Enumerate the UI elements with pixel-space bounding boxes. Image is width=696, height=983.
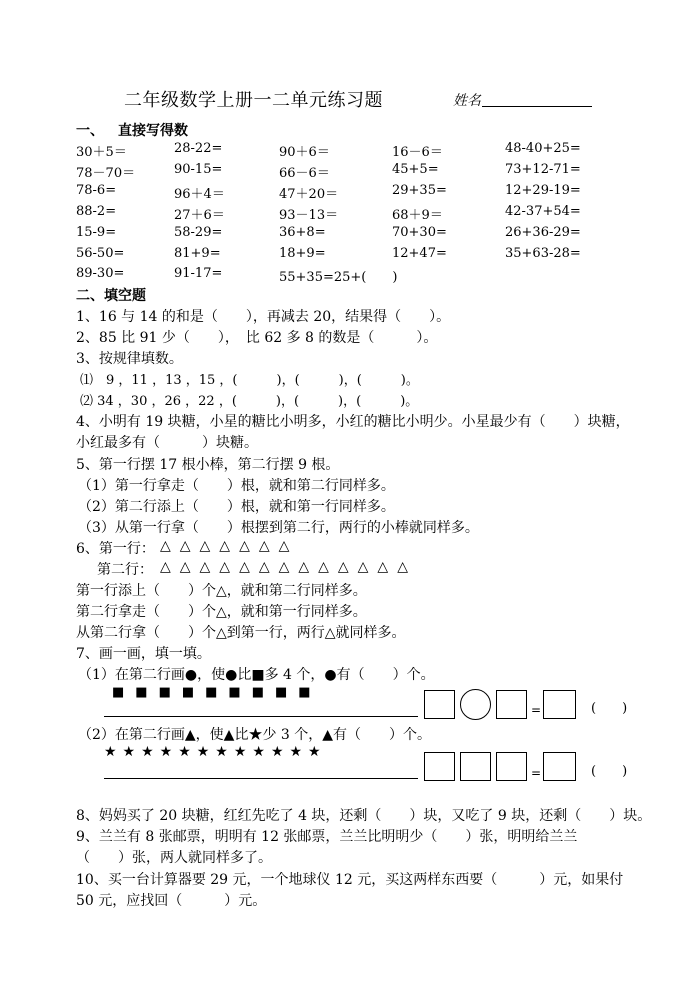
calc-item: 12+29-19=: [505, 183, 581, 198]
calc-item: 81+9=: [174, 246, 221, 261]
calc-item: 90-15=: [174, 162, 223, 177]
question-7-part-1: （1）在第二行画●，使●比■多 4 个，●有（ ）个。: [78, 667, 435, 683]
calc-item: 28-22=: [174, 141, 223, 156]
unit-parentheses[interactable]: ( ): [591, 701, 628, 716]
question-5-part-1: （1）第一行拿走（ ）根，就和第二行同样多。: [78, 478, 395, 494]
question-6-part-1: 第一行添上（ ）个△，就和第二行同样多。: [76, 583, 367, 599]
unit-parentheses[interactable]: ( ): [591, 764, 628, 779]
calc-item: 90＋6＝: [279, 145, 330, 160]
operator-circle[interactable]: [460, 689, 491, 720]
page-title: 二年级数学上册一二单元练习题: [124, 90, 383, 111]
calc-item: 70+30=: [392, 225, 447, 240]
calc-item: 66－6＝: [279, 166, 330, 181]
calc-item: 12+47=: [392, 246, 447, 261]
question-3-part-1: ⑴ 9 ，11 ，13 ，15 ，( )，( )，( )。: [80, 373, 419, 388]
answer-box[interactable]: [496, 690, 527, 719]
result-box[interactable]: [543, 752, 576, 781]
result-box[interactable]: [543, 690, 576, 719]
calc-item: 16－6＝: [392, 145, 443, 160]
question-9-line-1: 9、兰兰有 8 张邮票，明明有 12 张邮票，兰兰比明明少（ ）张，明明给兰兰: [76, 829, 578, 845]
calc-item: 27＋6＝: [174, 208, 225, 223]
calc-item: 18+9=: [279, 246, 326, 261]
section-2-heading: 二、填空题: [76, 288, 146, 304]
calc-item: 45+5=: [392, 162, 439, 177]
question-10-line-1: 10、买一台计算器要 29 元，一个地球仪 12 元，买这两样东西要（ ）元，如果付: [76, 872, 624, 888]
question-6-row-2-triangles: △△△△△△△△△△△△△: [160, 559, 417, 575]
calc-item: 73+12-71=: [505, 162, 581, 177]
question-4-line-2: 小红最多有（ ）块糖。: [76, 435, 258, 451]
question-7-part-2: （2）在第二行画▲，使▲比★少 3 个，▲有（ ）个。: [78, 727, 432, 743]
answer-box[interactable]: [496, 752, 527, 781]
question-6-row-1-triangles: △△△△△△△: [160, 538, 299, 554]
question-6-part-3: 从第二行拿（ ）个△到第一行，两行△就同样多。: [76, 625, 406, 641]
question-3-part-2: ⑵ 34 ，30 ，26 ，22 ，( )，( )，( )。: [80, 394, 419, 409]
calc-item: 26+36-29=: [505, 225, 581, 240]
question-3: 3、按规律填数。: [76, 351, 183, 367]
calc-item: 55+35=25+( ): [279, 270, 398, 285]
question-6-part-2: 第二行拿走（ ）个△，就和第一行同样多。: [76, 604, 367, 620]
question-1: 1、16 与 14 的和是（ ），再减去 20，结果得（ ）。: [76, 309, 451, 325]
question-6-row-2-label: 第二行：: [97, 562, 153, 578]
calc-item: 48-40+25=: [505, 141, 581, 156]
calc-item: 15-9=: [76, 225, 117, 240]
equals-sign: =: [531, 766, 542, 780]
question-2: 2、85 比 91 少（ ）， 比 62 多 8 的数是（ ）。: [76, 330, 438, 346]
calc-item: 78-6=: [76, 183, 117, 198]
operator-box[interactable]: [460, 752, 491, 781]
question-9-line-2: （ ）张，两人就同样多了。: [76, 850, 272, 866]
calc-item: 58-29=: [174, 225, 223, 240]
question-7-drawing-line-1[interactable]: [104, 716, 418, 717]
question-6-row-1-label: 6、第一行：: [76, 541, 155, 557]
calc-item: 68＋9＝: [392, 208, 443, 223]
calc-item: 56-50=: [76, 246, 125, 261]
answer-box[interactable]: [424, 690, 455, 719]
calc-item: 42-37+54=: [505, 204, 581, 219]
question-7: 7、画一画，填一填。: [76, 646, 211, 662]
question-5-part-2: （2）第二行添上（ ）根，就和第一行同样多。: [78, 499, 395, 515]
question-7-stars-row: ★★★★★★★★★★★★: [104, 744, 327, 760]
calc-item: 36+8=: [279, 225, 326, 240]
name-label: 姓名: [453, 93, 481, 109]
calc-item: 88-2=: [76, 204, 117, 219]
question-8: 8、妈妈买了 20 块糖，红红先吃了 4 块，还剩（ ）块，又吃了 9 块，还剩（ ）块。: [76, 808, 652, 824]
question-5: 5、第一行摆 17 根小棒，第二行摆 9 根。: [76, 457, 340, 473]
answer-box[interactable]: [424, 752, 455, 781]
calc-item: 96＋4＝: [174, 187, 225, 202]
calc-item: 29+35=: [392, 183, 447, 198]
calc-item: 89-30=: [76, 266, 125, 281]
calc-item: 47＋20＝: [279, 187, 339, 202]
question-4-line-1: 4、小明有 19 块糖，小星的糖比小明多，小红的糖比小明少。小星最少有（ ）块糖，: [76, 414, 630, 430]
question-7-drawing-line-2[interactable]: [104, 778, 418, 779]
section-1-heading: 直接写得数: [118, 123, 188, 139]
question-10-line-2: 50 元，应找回（ ）元。: [76, 893, 267, 909]
section-1-number: 一、: [76, 123, 104, 139]
calc-item: 91-17=: [174, 266, 223, 281]
name-blank-line[interactable]: [482, 106, 592, 107]
question-5-part-3: （3）从第一行拿（ ）根摆到第二行，两行的小棒就同样多。: [78, 520, 479, 536]
calc-item: 30＋5＝: [76, 145, 127, 160]
calc-item: 78－70＝: [76, 166, 136, 181]
question-7-squares-row: ■■■■■■■■■: [112, 685, 322, 700]
calc-item: 35+63-28=: [505, 246, 581, 261]
equals-sign: =: [531, 703, 542, 717]
calc-item: 93－13＝: [279, 208, 339, 223]
